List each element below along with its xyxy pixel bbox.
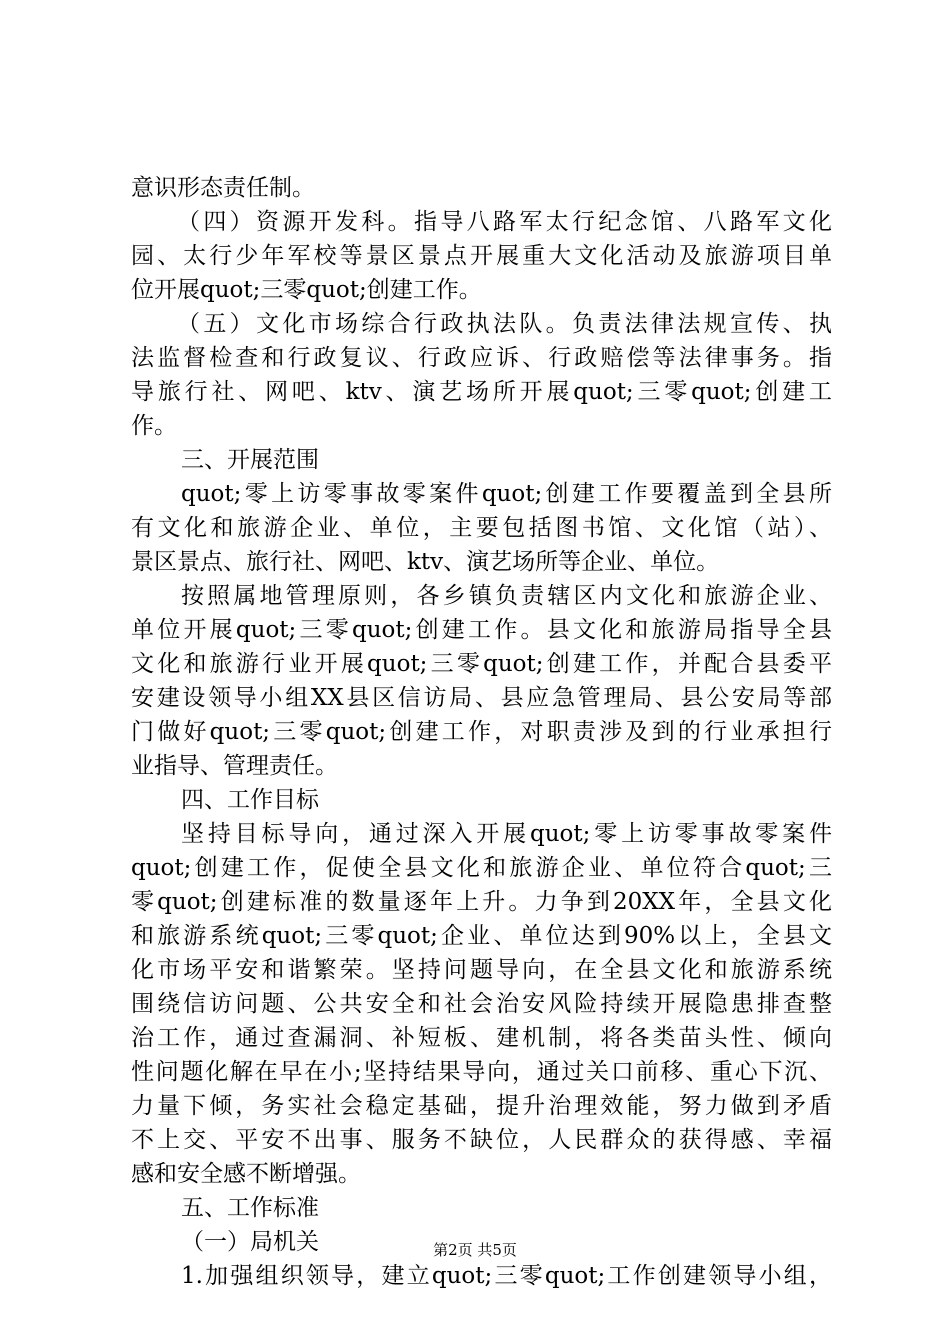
paragraph-line: 景区景点、旅行社、网吧、ktv、演艺场所等企业、单位。 (131, 549, 720, 575)
paragraph-line: 文化和旅游行业开展quot;三零quot;创建工作，并配合县委平 (131, 651, 832, 677)
paragraph-line: 法监督检查和行政复议、行政应诉、行政赔偿等法律事务。指 (131, 345, 832, 371)
paragraph-line: 化市场平安和谐繁荣。坚持问题导向，在全县文化和旅游系统 (131, 957, 832, 983)
document-body (131, 171, 832, 1293)
paragraph-line: （四）资源开发科。指导八路军太行纪念馆、八路军文化 (177, 209, 832, 235)
paragraph-line: 园、太行少年军校等景区景点开展重大文化活动及旅游项目单 (131, 243, 832, 269)
paragraph-line: quot;创建工作，促使全县文化和旅游企业、单位符合quot;三 (131, 855, 832, 881)
paragraph-line: 位开展quot;三零quot;创建工作。 (131, 277, 482, 303)
paragraph-line: 和旅游系统quot;三零quot;企业、单位达到90%以上，全县文 (131, 923, 832, 949)
paragraph-line: 力量下倾，务实社会稳定基础，提升治理效能，努力做到矛盾 (131, 1093, 832, 1119)
paragraph-line: 安建设领导小组XX县区信访局、县应急管理局、县公安局等部 (131, 685, 832, 711)
paragraph-line: 作。 (131, 413, 177, 439)
page-number: 第2页 共5页 (433, 1241, 517, 1259)
subsection-heading: （一）局机关 (181, 1229, 319, 1255)
paragraph-line: 导旅行社、网吧、ktv、演艺场所开展quot;三零quot;创建工 (131, 379, 832, 405)
paragraph-line: 按照属地管理原则，各乡镇负责辖区内文化和旅游企业、 (181, 583, 832, 609)
paragraph-line: 单位开展quot;三零quot;创建工作。县文化和旅游局指导全县 (131, 617, 832, 643)
paragraph-line: quot;零上访零事故零案件quot;创建工作要覆盖到全县所 (181, 481, 832, 507)
paragraph-line: 零quot;创建标准的数量逐年上升。力争到20XX年，全县文化 (131, 889, 832, 915)
paragraph-line: 不上交、平安不出事、服务不缺位，人民群众的获得感、幸福 (131, 1127, 832, 1153)
paragraph-line: （五）文化市场综合行政执法队。负责法律法规宣传、执 (177, 311, 832, 337)
paragraph-line: 坚持目标导向，通过深入开展quot;零上访零事故零案件 (181, 821, 832, 847)
paragraph-line: 1.加强组织领导，建立quot;三零quot;工作创建领导小组， (181, 1263, 832, 1289)
paragraph-line: 业指导、管理责任。 (131, 753, 338, 779)
paragraph-line: 围绕信访问题、公共安全和社会治安风险持续开展隐患排查整 (131, 991, 832, 1017)
section-heading: 五、工作标准 (181, 1195, 319, 1221)
paragraph-line: 意识形态责任制。 (131, 175, 315, 201)
paragraph-line: 性问题化解在早在小;坚持结果导向，通过关口前移、重心下沉、 (131, 1059, 832, 1085)
paragraph-line: 治工作，通过查漏洞、补短板、建机制，将各类苗头性、倾向 (131, 1025, 832, 1051)
paragraph-line: 门做好quot;三零quot;创建工作，对职责涉及到的行业承担行 (131, 719, 832, 745)
paragraph-line: 有文化和旅游企业、单位，主要包括图书馆、文化馆（站）、 (131, 515, 832, 541)
section-heading: 三、开展范围 (181, 447, 319, 473)
section-heading: 四、工作目标 (181, 787, 319, 813)
paragraph-line: 感和安全感不断增强。 (131, 1161, 361, 1187)
